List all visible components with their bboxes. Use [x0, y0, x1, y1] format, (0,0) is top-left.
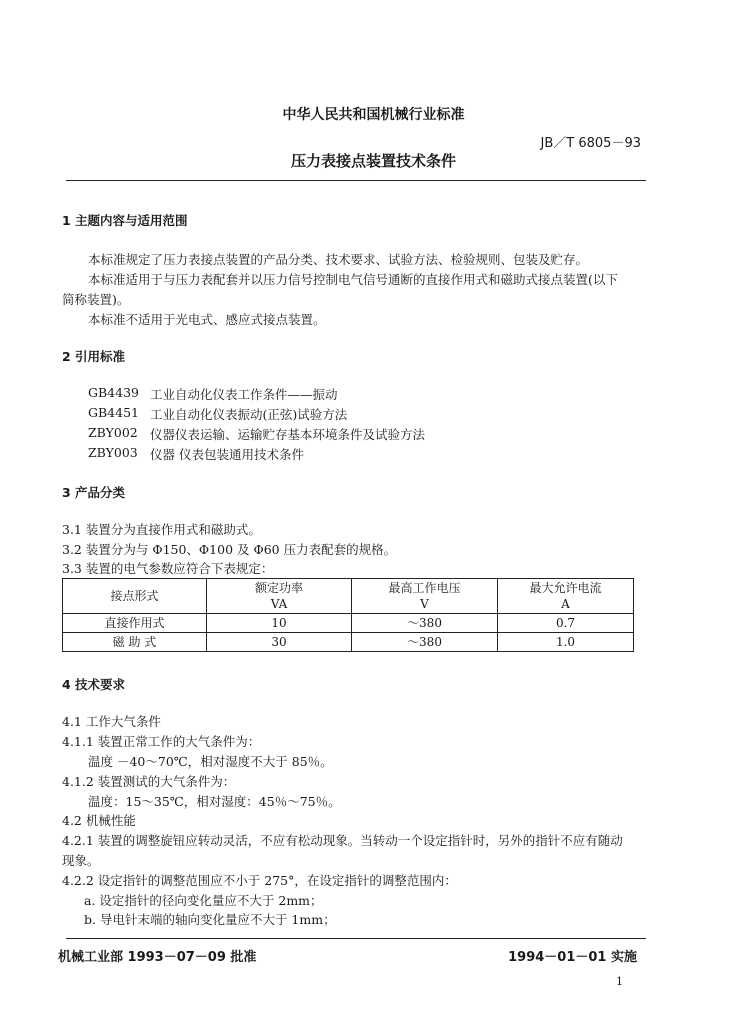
reference-name: 仪器 仪表包装通用技术条件	[150, 447, 304, 462]
table-header-cell	[63, 579, 207, 614]
section-4-heading: 4 技术要求	[62, 677, 126, 692]
header-unit: VA	[270, 597, 288, 611]
clause-4-1-1-text: 温度 －40～70℃，相对湿度不大于 85％。	[88, 754, 333, 769]
reference-code: GB4439	[88, 385, 139, 400]
issuing-organization: 中华人民共和国机械行业标准	[282, 107, 465, 123]
clause-4-2-1-cont: 现象。	[62, 853, 100, 868]
clause-4-1-2: 4.1.2 装置测试的大气条件为：	[62, 774, 236, 789]
header-label: 最高工作电压	[388, 581, 461, 595]
reference-name: 仪器仪表运输、运输贮存基本环境条件及试验方法	[150, 427, 426, 442]
header-rule	[66, 180, 646, 181]
table-header-row	[63, 579, 634, 614]
header-label: 接点形式	[110, 589, 159, 603]
section-3-heading: 3 产品分类	[62, 485, 126, 500]
section-1-paragraph-2: 本标准适用于与压力表配套并以压力信号控制电气信号通断的直接作用式和磁助式接点装置(以下	[88, 272, 618, 287]
clause-3-1: 3.1 装置分为直接作用式和磁助式。	[62, 522, 261, 537]
clause-4-1-2-text: 温度：15～35℃，相对湿度：45％～75％。	[88, 794, 341, 809]
clause-4-1-1: 4.1.1 装置正常工作的大气条件为：	[62, 734, 261, 749]
table-header-cell	[352, 579, 498, 614]
page-number: 1	[616, 975, 623, 988]
clause-4-2-1: 4.2.1 装置的调整旋钮应转动灵活，不应有松动现象。当转动一个设定指针时，另外的指针不应有随动	[62, 833, 623, 848]
reference-name: 工业自动化仪表工作条件——振动	[150, 387, 338, 402]
table-row	[63, 614, 634, 633]
electrical-parameters-table	[62, 578, 634, 652]
document-title: 压力表接点装置技术条件	[290, 152, 456, 170]
table-cell: 10	[207, 614, 352, 633]
section-2-heading: 2 引用标准	[62, 349, 126, 364]
clause-4-2: 4.2 机械性能	[62, 813, 136, 828]
table-cell: ～380	[352, 633, 498, 652]
standard-number: JB／T 6805－93	[540, 136, 641, 151]
section-1-paragraph-2-cont: 简称装置)。	[62, 292, 130, 307]
clause-4-2-2: 4.2.2 设定指针的调整范围应不小于 275°，在设定指针的调整范围内：	[62, 873, 457, 888]
footer-rule	[66, 938, 646, 939]
table-cell: 1.0	[498, 633, 634, 652]
table-header-cell	[207, 579, 352, 614]
clause-4-1: 4.1 工作大气条件	[62, 714, 161, 729]
section-1-heading: 1 主题内容与适用范围	[62, 213, 188, 228]
table-cell: 直接作用式	[63, 614, 207, 633]
clause-4-2-2-item-a: a. 设定指针的径向变化量应不大于 2mm；	[84, 893, 323, 908]
header-label: 最大允许电流	[529, 581, 602, 595]
header-label: 额定功率	[254, 581, 303, 595]
reference-code: ZBY003	[88, 445, 138, 460]
reference-code: GB4451	[88, 405, 139, 420]
section-1-paragraph-1: 本标准规定了压力表接点装置的产品分类、技术要求、试验方法、检验规则、包装及贮存。	[88, 252, 589, 267]
table-cell: 0.7	[498, 614, 634, 633]
header-unit: V	[420, 597, 429, 611]
effective-date: 1994－01－01 实施	[508, 950, 637, 965]
section-1-paragraph-3: 本标准不适用于光电式、感应式接点装置。	[88, 312, 326, 327]
clause-4-2-2-item-b: b. 导电针末端的轴向变化量应不大于 1mm；	[84, 912, 336, 927]
table-cell: ～380	[352, 614, 498, 633]
reference-code: ZBY002	[88, 425, 138, 440]
table-cell: 30	[207, 633, 352, 652]
table-header-cell	[498, 579, 634, 614]
approval-date: 机械工业部 1993－07－09 批准	[58, 950, 257, 965]
clause-3-2: 3.2 装置分为与 Φ150、Φ100 及 Φ60 压力表配套的规格。	[62, 542, 397, 557]
table-cell: 磁 助 式	[63, 633, 207, 652]
clause-3-3: 3.3 装置的电气参数应符合下表规定：	[62, 561, 274, 576]
header-unit: A	[561, 597, 570, 611]
table-row	[63, 633, 634, 652]
reference-name: 工业自动化仪表振动(正弦)试验方法	[150, 407, 348, 422]
